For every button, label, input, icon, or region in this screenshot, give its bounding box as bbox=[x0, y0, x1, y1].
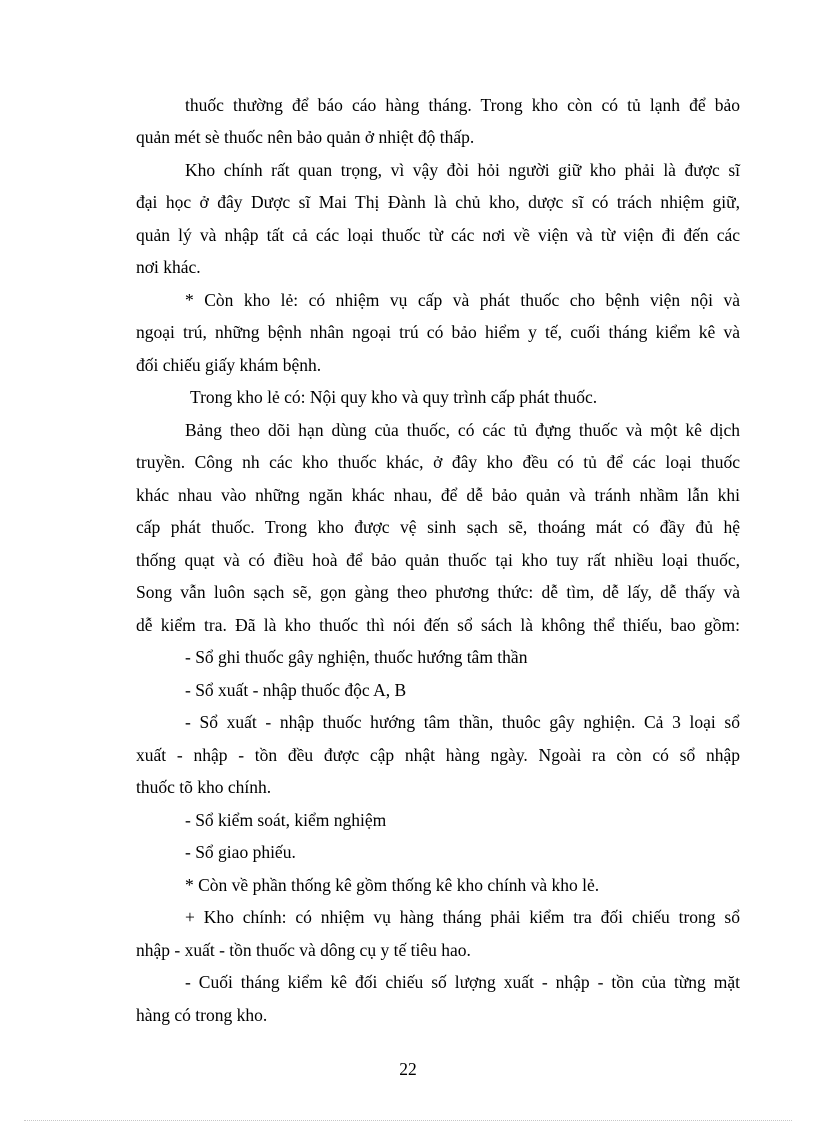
text-line: - Sổ xuất - nhập thuốc hướng tâm thần, thuôc gây nghiện. Cả 3 loại sổ bbox=[185, 712, 740, 732]
text-line: quản lý và nhập tất cả các loại thuốc từ các nơi về viện và từ viện đi đến các bbox=[136, 225, 740, 245]
text-line: dễ kiểm tra. Đã là kho thuốc thì nói đến sổ sách là không thể thiếu, bao gồm: bbox=[136, 615, 740, 635]
text-line: + Kho chính: có nhiệm vụ hàng tháng phải kiểm tra đối chiếu trong sổ bbox=[185, 907, 740, 927]
text-line: - Sổ xuất - nhập thuốc độc A, B bbox=[185, 680, 407, 700]
text-line: đại học ở đây Dược sĩ Mai Thị Đành là chủ kho, dược sĩ có trách nhiệm giữ, bbox=[136, 192, 740, 212]
text-line: Kho chính rất quan trọng, vì vậy đòi hỏi người giữ kho phải là được sĩ bbox=[185, 160, 740, 180]
text-line: cấp phát thuốc. Trong kho được vệ sinh sạch sẽ, thoáng mát có đầy đủ hệ bbox=[136, 517, 740, 537]
text-line: * Còn về phần thống kê gồm thống kê kho chính và kho lẻ. bbox=[185, 875, 600, 895]
text-line: quản mét sè thuốc nên bảo quản ở nhiệt độ thấp. bbox=[136, 127, 475, 147]
text-line: thuốc tõ kho chính. bbox=[136, 777, 272, 797]
text-line: Song vẫn luôn sạch sẽ, gọn gàng theo phương thức: dễ tìm, dễ lấy, dễ thấy và bbox=[136, 582, 740, 602]
text-line: hàng có trong kho. bbox=[136, 1005, 268, 1025]
text-line: nơi khác. bbox=[136, 257, 201, 277]
text-line: Bảng theo dõi hạn dùng của thuốc, có các tủ đựng thuốc và một kê dịch bbox=[185, 420, 740, 440]
text-line: - Sổ kiểm soát, kiểm nghiệm bbox=[185, 810, 387, 830]
text-line: thuốc thường để báo cáo hàng tháng. Trong kho còn có tủ lạnh để bảo bbox=[185, 95, 740, 115]
text-line: xuất - nhập - tồn đều được cập nhật hàng ngày. Ngoài ra còn có sổ nhập bbox=[136, 745, 740, 765]
text-line: - Sổ ghi thuốc gây nghiện, thuốc hướng tâm thần bbox=[185, 647, 528, 667]
text-line: nhập - xuất - tồn thuốc và dông cụ y tế tiêu hao. bbox=[136, 940, 471, 960]
text-line: truyền. Công nh các kho thuốc khác, ở đây kho đều có tủ để các loại thuốc bbox=[136, 452, 740, 472]
text-line: thống quạt và có điều hoà để bảo quản thuốc tại kho tuy rất nhiều loại thuốc, bbox=[136, 550, 740, 570]
text-line: * Còn kho lẻ: có nhiệm vụ cấp và phát thuốc cho bệnh viện nội và bbox=[185, 290, 740, 310]
text-line: ngoại trú, những bệnh nhân ngoại trú có bảo hiểm y tế, cuối tháng kiểm kê và bbox=[136, 322, 740, 342]
text-line: Trong kho lẻ có: Nội quy kho và quy trình cấp phát thuốc. bbox=[190, 387, 598, 407]
text-line: - Cuối tháng kiểm kê đối chiếu số lượng xuất - nhập - tồn của từng mặt bbox=[185, 972, 740, 992]
page-bottom-border bbox=[24, 1120, 792, 1121]
text-line: khác nhau vào những ngăn khác nhau, để dễ bảo quản và tránh nhầm lẫn khi bbox=[136, 485, 740, 505]
text-line: - Sổ giao phiếu. bbox=[185, 842, 296, 862]
page-number: 22 bbox=[399, 1059, 417, 1079]
text-line: đối chiếu giấy khám bệnh. bbox=[136, 355, 322, 375]
